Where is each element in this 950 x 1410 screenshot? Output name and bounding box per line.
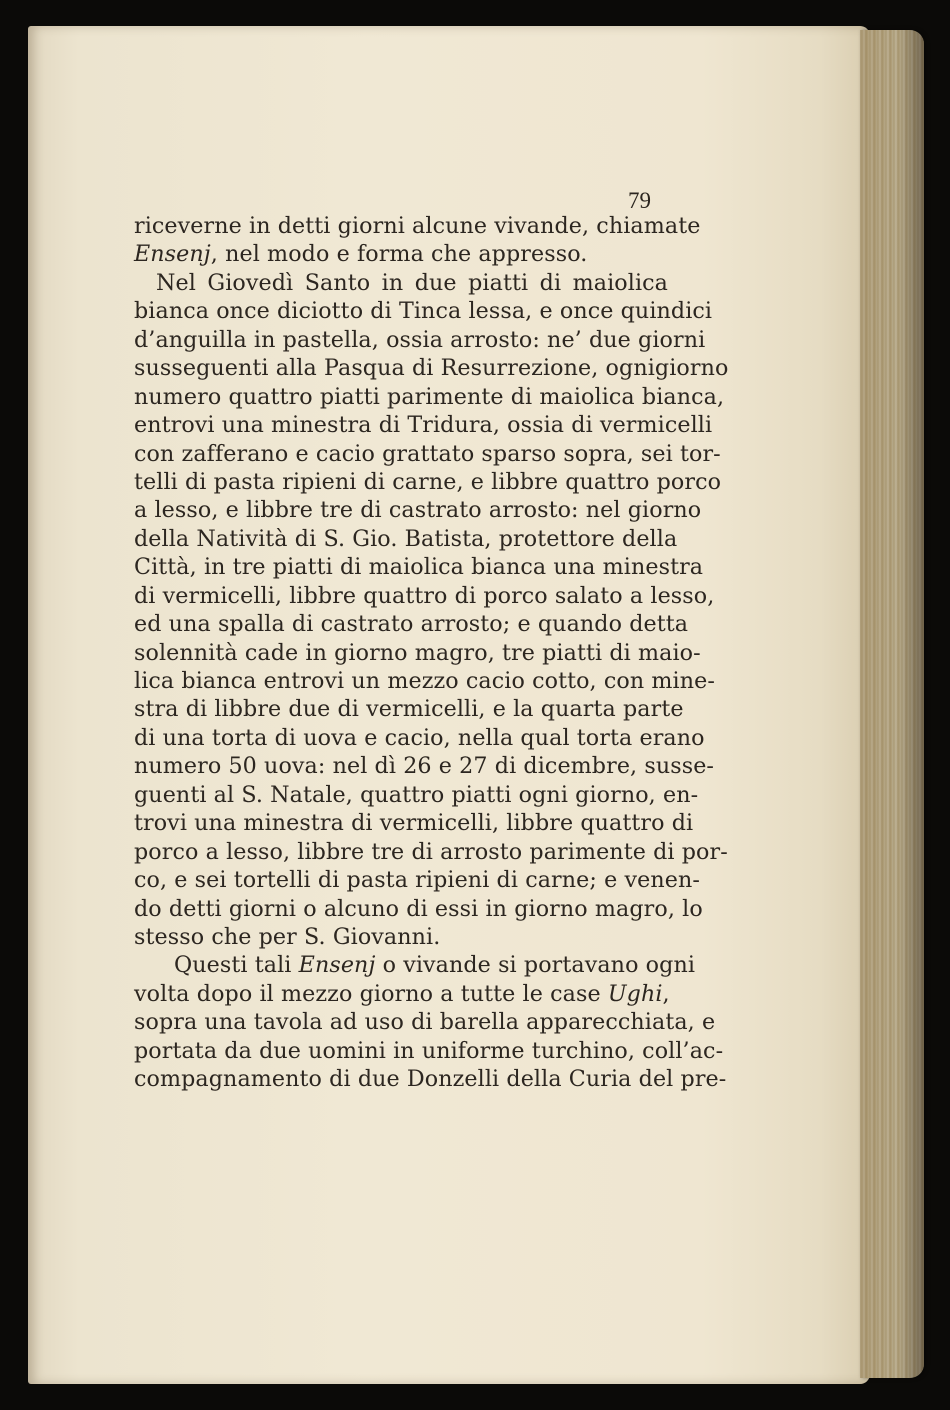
text-run: riceverne in detti giorni alcune vivande, chiamate <box>134 213 701 239</box>
text-run: ed una spalla di castrato arrosto; e quando detta <box>134 611 689 638</box>
text-line <box>134 667 715 695</box>
text-run: bianca once diciotto di Tinca lessa, e once quindici <box>134 298 713 325</box>
text-run: o vivande si portavano ogni <box>375 952 696 979</box>
text-line <box>134 525 678 553</box>
text-line <box>134 866 700 894</box>
text-line <box>134 980 668 1008</box>
text-run: d’anguilla in pastella, ossia arrosto: ne’ due giorni <box>134 326 706 353</box>
text-run: sopra una tavola ad uso di barella apparecchiata, e <box>134 1009 716 1036</box>
text-run: Questi tali <box>174 952 299 979</box>
text-run: guenti al S. Natale, quattro piatti ogni giorno, en- <box>134 781 699 808</box>
text-line <box>134 440 721 468</box>
text-line <box>134 695 684 723</box>
body-text <box>134 188 729 1094</box>
text-run: entrovi una minestra di Tridura, ossia di vermicelli <box>134 412 713 439</box>
text-line <box>134 468 722 496</box>
text-line <box>134 923 668 951</box>
page-stack-shadow <box>860 30 924 1378</box>
text-line <box>134 582 715 610</box>
text-run: stra di libbre due di vermicelli, e la quarta parte <box>134 696 684 723</box>
text-line <box>134 895 703 923</box>
text-line <box>134 354 729 382</box>
text-line <box>134 1008 716 1036</box>
text-line <box>134 610 689 638</box>
text-run: di una torta di uova e cacio, nella qual torta erano <box>134 724 705 751</box>
italic-word: Ensenj <box>134 241 211 268</box>
text-line <box>134 752 715 780</box>
text-line <box>134 1065 727 1093</box>
italic-word: Ughi <box>607 980 663 1007</box>
text-run: lica bianca entrovi un mezzo cacio cotto, con mine- <box>134 668 715 694</box>
text-run: Città, in tre piatti di maiolica bianca una minestra <box>134 554 704 581</box>
text-line <box>134 553 704 581</box>
text-line <box>134 951 696 979</box>
text-line <box>134 781 699 809</box>
text-run: , nel modo e forma che appresso. <box>210 241 588 268</box>
text-run: compagnamento di due Donzelli della Curia del pre- <box>134 1066 727 1093</box>
text-line <box>134 212 701 240</box>
text-run: numero quattro piatti parimente di maiolica bianca, <box>134 383 725 410</box>
text-run: numero 50 uova: nel dì 26 e 27 di dicembre, susse- <box>134 753 715 780</box>
text-line <box>134 411 713 439</box>
text-run: Nel Giovedì Santo in due piatti di maiolica <box>156 269 668 296</box>
text-run: porco a lesso, libbre tre di arrosto parimente di por- <box>134 838 728 865</box>
text-line <box>134 838 728 866</box>
text-line <box>134 326 706 354</box>
text-line <box>134 297 713 325</box>
text-line <box>134 496 702 524</box>
text-run: volta dopo il mezzo giorno a tutte le case <box>134 980 608 1007</box>
text-run: portata da due uomini in uniforme turchino, coll’ac- <box>134 1037 724 1064</box>
italic-word: Ensenj <box>298 952 376 979</box>
text-line <box>134 269 668 297</box>
text-line <box>134 1037 724 1065</box>
text-run: stesso che per S. Giovanni. <box>134 923 441 950</box>
text-line <box>134 240 668 268</box>
text-run: con zafferano e cacio grattato sparso sopra, sei tor- <box>134 440 721 467</box>
text-run: trovi una minestra di vermicelli, libbre quattro di <box>134 810 694 837</box>
text-run: solennità cade in giorno magro, tre piatti di maio- <box>134 639 701 666</box>
text-run: di vermicelli, libbre quattro di porco salato a lesso, <box>134 582 715 609</box>
text-run: do detti giorni o alcuno di essi in giorno magro, lo <box>134 895 703 922</box>
text-line <box>134 383 725 411</box>
text-line <box>134 639 701 667</box>
text-run: co, e sei tortelli di pasta ripieni di carne; e venen- <box>134 867 700 894</box>
text-run: susseguenti alla Pasqua di Resurrezione, ognigiorno <box>134 355 729 382</box>
text-run: della Natività di S. Gio. Batista, protettore della <box>134 525 678 552</box>
text-run: telli di pasta ripieni di carne, e libbre quattro porco <box>134 468 722 495</box>
text-line <box>134 809 694 837</box>
text-run: a lesso, e libbre tre di castrato arrosto: nel giorno <box>134 497 702 524</box>
page-number: 79 <box>628 188 651 213</box>
text-line <box>134 724 705 752</box>
text-run: , <box>662 980 670 1007</box>
